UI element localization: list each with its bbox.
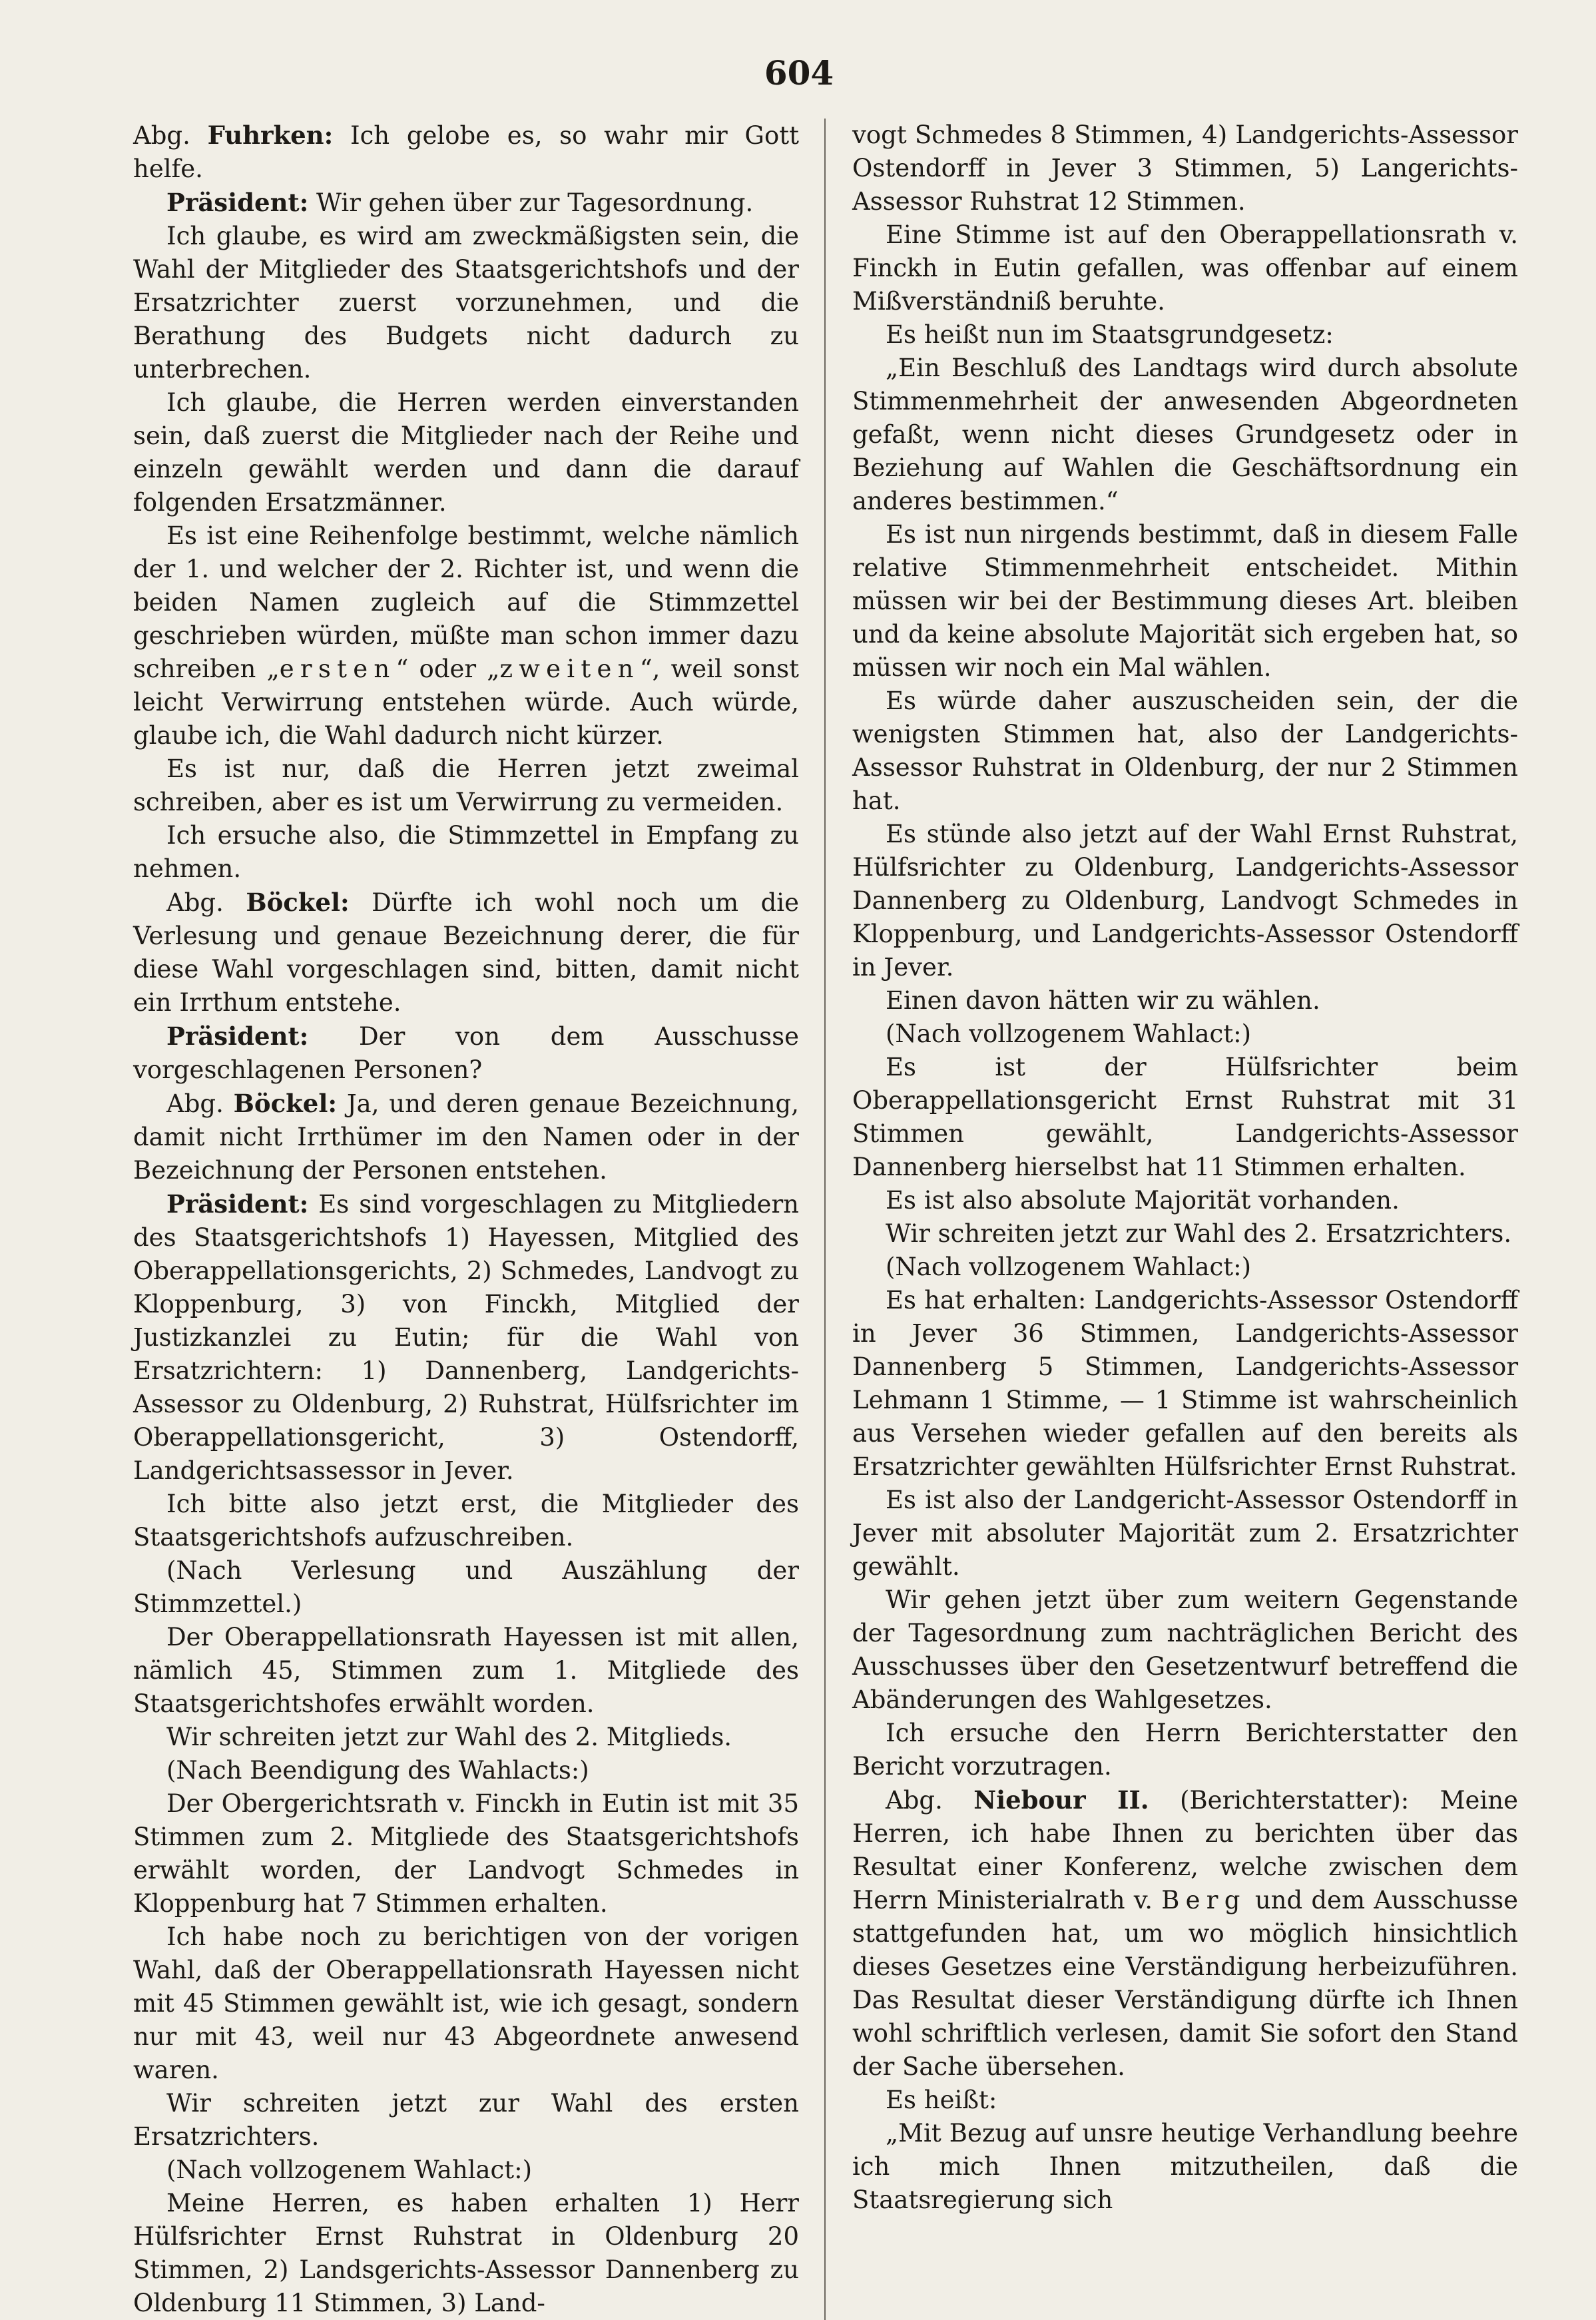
spaced-emphasis: zweiten bbox=[499, 655, 640, 683]
paragraph bbox=[133, 1787, 799, 1920]
paragraph bbox=[852, 2117, 1518, 2217]
text-run: Es sind vorgeschlagen zu Mitgliedern des Staatsgerichtshofs 1) Hayessen, Mitglied des Oberappellationsgerichts, 2) Schmedes, Landvogt zu Kloppenburg, 3) von Finckh, Mitglied der Justizkanzlei zu Eutin; für die Wahl von Ersatzrichtern: 1) Dannenberg, Landgerichts-Assessor zu Oldenburg, 2) Ruhstrat, Hülfsrichter im Oberappellationsgericht, 3) Ostendorff, Landgerichtsassessor in Jever. bbox=[133, 1190, 799, 1485]
paragraph bbox=[133, 1554, 799, 1621]
text-run: Ich gelobe es, so wahr mir Gott helfe. bbox=[133, 121, 799, 183]
paragraph bbox=[133, 1721, 799, 1754]
text-run: Ich glaube, es wird am zweckmäßigsten sein, die Wahl der Mitglieder des Staatsgerichtshofs und der Ersatzrichter zuerst vorzunehmen, und die Berathung des Budgets nicht dadurch zu unterbrechen. bbox=[133, 222, 799, 384]
paragraph bbox=[852, 1783, 1518, 2084]
paragraph bbox=[852, 218, 1518, 318]
paragraph bbox=[852, 818, 1518, 984]
text-run: Es hat erhalten: Landgerichts-Assessor Ostendorff in Jever 36 Stimmen, Landgerichts-Assessor Dannenberg 5 Stimmen, Landgerichts-Assessor Lehmann 1 Stimme, — 1 Stimme ist wahrscheinlich aus Versehen wieder gefallen auf den bereits als Ersatzrichter gewählten Hülfsrichter Ernst Ruhstrat. bbox=[852, 1286, 1518, 1481]
paragraph bbox=[133, 1019, 799, 1087]
text-run: Es würde daher auszuscheiden sein, der die wenigsten Stimmen hat, also der Landgerichts-Assessor Ruhstrat in Oldenburg, der nur 2 Stimmen hat. bbox=[852, 687, 1518, 815]
speaker-name: Niebour II. bbox=[973, 1785, 1149, 1815]
paragraph bbox=[133, 386, 799, 519]
speaker-name: Böckel: bbox=[246, 888, 350, 917]
text-run: Abg. bbox=[133, 121, 208, 150]
paragraph bbox=[133, 2154, 799, 2187]
text-run: Wir gehen jetzt über zum weitern Gegenstande der Tagesordnung zum nachträglichen Bericht des Ausschusses über den Gesetzentwurf betreffend die Abänderungen des Wahlgesetzes. bbox=[852, 1586, 1518, 1714]
text-run: Einen davon hätten wir zu wählen. bbox=[886, 986, 1320, 1015]
paragraph bbox=[852, 685, 1518, 818]
text-run: Es ist nur, daß die Herren jetzt zweimal schreiben, aber es ist um Verwirrung zu vermeiden. bbox=[133, 754, 799, 816]
speaker-name: Fuhrken: bbox=[207, 121, 334, 150]
text-run: Wir schreiten jetzt zur Wahl des 2. Mitglieds. bbox=[166, 1723, 732, 1751]
paragraph bbox=[852, 352, 1518, 518]
text-run: und dem Ausschusse stattgefunden hat, um wo möglich hinsichtlich dieses Gesetzes eine Verständigung herbeizuführen. Das Resultat dieser Verständigung dürfte ich Ihnen wohl schriftlich verlesen, damit Sie sofort den Stand der Sache übersehen. bbox=[852, 1886, 1518, 2081]
text-run: vogt Schmedes 8 Stimmen, 4) Landgerichts-Assessor Ostendorff in Jever 3 Stimmen, 5) Langerichts-Assessor Ruhstrat 12 Stimmen. bbox=[852, 121, 1518, 216]
text-run: Der von dem Ausschusse vorgeschlagenen Personen? bbox=[133, 1022, 799, 1084]
text-run: Es ist nun nirgends bestimmt, daß in diesem Falle relative Stimmenmehrheit entscheidet. Mithin müssen wir bei der Bestimmung dieses Art. bleiben und da keine absolute Majorität sich ergeben hat, so müssen wir noch ein Mal wählen. bbox=[852, 520, 1518, 682]
text-run: Wir schreiten jetzt zur Wahl des ersten Ersatzrichters. bbox=[133, 2089, 799, 2151]
text-run: Wir schreiten jetzt zur Wahl des 2. Ersatzrichters. bbox=[886, 1219, 1512, 1248]
paragraph bbox=[133, 1621, 799, 1721]
text-run: Der Obergerichtsrath v. Finckh in Eutin ist mit 35 Stimmen zum 2. Mitgliede des Staatsgerichtshofs erwählt worden, der Landvogt Schmedes in Kloppenburg hat 7 Stimmen erhalten. bbox=[133, 1789, 799, 1918]
text-run: „Mit Bezug auf unsre heutige Verhandlung beehre ich mich Ihnen mitzutheilen, daß die Staatsregierung sich bbox=[852, 2119, 1518, 2214]
text-run: Abg. bbox=[166, 888, 246, 917]
speaker-name: Böckel: bbox=[233, 1089, 338, 1118]
paragraph bbox=[133, 119, 799, 186]
text-run: Es ist also absolute Majorität vorhanden. bbox=[886, 1186, 1400, 1215]
text-run: „Ein Beschluß des Landtags wird durch absolute Stimmenmehrheit der anwesenden Abgeordneten gefaßt, wenn nicht dieses Grundgesetz oder in Beziehung auf Wahlen die Geschäftsordnung ein anderes bestimmen.“ bbox=[852, 354, 1518, 515]
paragraph bbox=[852, 2084, 1518, 2117]
page-number: 604 bbox=[764, 53, 834, 93]
text-run: Ich glaube, die Herren werden einverstanden sein, daß zuerst die Mitglieder nach der Reihe und einzeln gewählt werden und dann die darauf folgenden Ersatzmänner. bbox=[133, 388, 799, 517]
text-run: “, weil sonst leicht Verwirrung entstehen würde. Auch würde, glaube ich, die Wahl dadurch nicht kürzer. bbox=[133, 655, 799, 750]
paragraph bbox=[133, 1187, 799, 1488]
paragraph bbox=[133, 886, 799, 1019]
text-run: Es stünde also jetzt auf der Wahl Ernst Ruhstrat, Hülfsrichter zu Oldenburg, Landgerichts-Assessor Dannenberg zu Oldenburg, Landvogt Schmedes in Kloppenburg, und Landgerichts-Assessor Ostendorff in Jever. bbox=[852, 820, 1518, 982]
paragraph bbox=[133, 220, 799, 386]
paragraph bbox=[133, 1087, 799, 1187]
paragraph bbox=[133, 1754, 799, 1787]
text-run: (Nach vollzogenem Wahlact:) bbox=[886, 1019, 1252, 1048]
spaced-emphasis: ersten bbox=[279, 655, 396, 683]
paragraph bbox=[852, 318, 1518, 352]
paragraph bbox=[133, 752, 799, 819]
paragraph bbox=[133, 2187, 799, 2320]
paragraph bbox=[852, 1717, 1518, 1783]
text-run: Der Oberappellationsrath Hayessen ist mit allen, nämlich 45, Stimmen zum 1. Mitgliede des Staatsgerichtshofes erwählt worden. bbox=[133, 1623, 799, 1718]
paragraph bbox=[133, 186, 799, 220]
text-run: Wir gehen über zur Tagesordnung. bbox=[308, 188, 754, 217]
text-run: (Nach vollzogenem Wahlact:) bbox=[886, 1253, 1252, 1281]
paragraph bbox=[852, 518, 1518, 685]
text-run: (Berichterstatter): Meine Herren, ich habe Ihnen zu berichten über das Resultat einer Konferenz, welche zwischen dem Herrn Ministerialrath v. bbox=[852, 1786, 1518, 1914]
text-run: Eine Stimme ist auf den Oberappellationsrath v. Finckh in Eutin gefallen, was offenbar auf einem Mißverständniß beruhte. bbox=[852, 220, 1518, 316]
text-run: Es ist also der Landgericht-Assessor Ostendorff in Jever mit absoluter Majorität zum 2. Ersatzrichter gewählt. bbox=[852, 1486, 1518, 1581]
paragraph bbox=[852, 1184, 1518, 1217]
left-column bbox=[133, 119, 826, 2320]
text-run: Abg. bbox=[886, 1786, 974, 1815]
paragraph bbox=[852, 1217, 1518, 1251]
text-run: Ich ersuche also, die Stimmzettel in Empfang zu nehmen. bbox=[133, 821, 799, 883]
text-run: Es ist eine Reihenfolge bestimmt, welche nämlich der 1. und welcher der 2. Richter ist, und wenn die beiden Namen zugleich auf die Stimmzettel geschrieben würden, müßte man schon immer dazu schreiben „ bbox=[133, 521, 799, 683]
text-run: Ja, und deren genaue Bezeichnung, damit nicht Irrthümer im den Namen oder in der Bezeichnung der Personen entstehen. bbox=[133, 1089, 799, 1185]
text-run: Abg. bbox=[166, 1089, 234, 1118]
paragraph bbox=[852, 984, 1518, 1017]
paragraph bbox=[852, 1584, 1518, 1717]
text-run: Ich ersuche den Herrn Berichterstatter den Bericht vorzutragen. bbox=[852, 1719, 1518, 1781]
right-column bbox=[852, 119, 1518, 2320]
speaker-name: Präsident: bbox=[166, 188, 309, 217]
text-run: Es heißt: bbox=[886, 2086, 997, 2114]
spaced-emphasis: Berg bbox=[1161, 1886, 1246, 1914]
paragraph bbox=[852, 119, 1518, 218]
text-run: Ich habe noch zu berichtigen von der vorigen Wahl, daß der Oberappellationsrath Hayessen nicht mit 45 Stimmen gewählt ist, wie ich gesagt, sondern nur mit 43, weil nur 43 Abgeordnete anwesend waren. bbox=[133, 1922, 799, 2084]
paragraph bbox=[133, 2087, 799, 2154]
text-run: (Nach vollzogenem Wahlact:) bbox=[166, 2156, 533, 2184]
text-run: (Nach Verlesung und Auszählung der Stimmzettel.) bbox=[133, 1556, 799, 1618]
paragraph bbox=[852, 1484, 1518, 1584]
paragraph bbox=[133, 819, 799, 886]
text-run: Ich bitte also jetzt erst, die Mitglieder des Staatsgerichtshofs aufzuschreiben. bbox=[133, 1490, 799, 1552]
text-columns bbox=[133, 119, 1518, 2320]
paragraph bbox=[852, 1251, 1518, 1284]
text-run: Dürfte ich wohl noch um die Verlesung und genaue Bezeichnung derer, die für diese Wahl vorgeschlagen sind, bitten, damit nicht ein Irrthum entstehe. bbox=[133, 888, 799, 1017]
text-run: Es ist der Hülfsrichter beim Oberappellationsgericht Ernst Ruhstrat mit 31 Stimmen gewählt, Landgerichts-Assessor Dannenberg hierselbst hat 11 Stimmen erhalten. bbox=[852, 1053, 1518, 1181]
paragraph bbox=[133, 1920, 799, 2087]
paragraph bbox=[852, 1017, 1518, 1051]
speaker-name: Präsident: bbox=[166, 1021, 309, 1051]
text-run: Es heißt nun im Staatsgrundgesetz: bbox=[886, 320, 1334, 349]
paragraph bbox=[133, 1488, 799, 1554]
text-run: “ oder „ bbox=[396, 655, 500, 683]
paragraph bbox=[133, 519, 799, 752]
text-run: (Nach Beendigung des Wahlacts:) bbox=[166, 1756, 589, 1785]
paragraph bbox=[852, 1051, 1518, 1184]
text-run: Meine Herren, es haben erhalten 1) Herr Hülfsrichter Ernst Ruhstrat in Oldenburg 20 Stimmen, 2) Landsgerichts-Assessor Dannenberg zu Oldenburg 11 Stimmen, 3) Land- bbox=[133, 2189, 799, 2317]
paragraph bbox=[852, 1284, 1518, 1484]
speaker-name: Präsident: bbox=[166, 1189, 309, 1219]
